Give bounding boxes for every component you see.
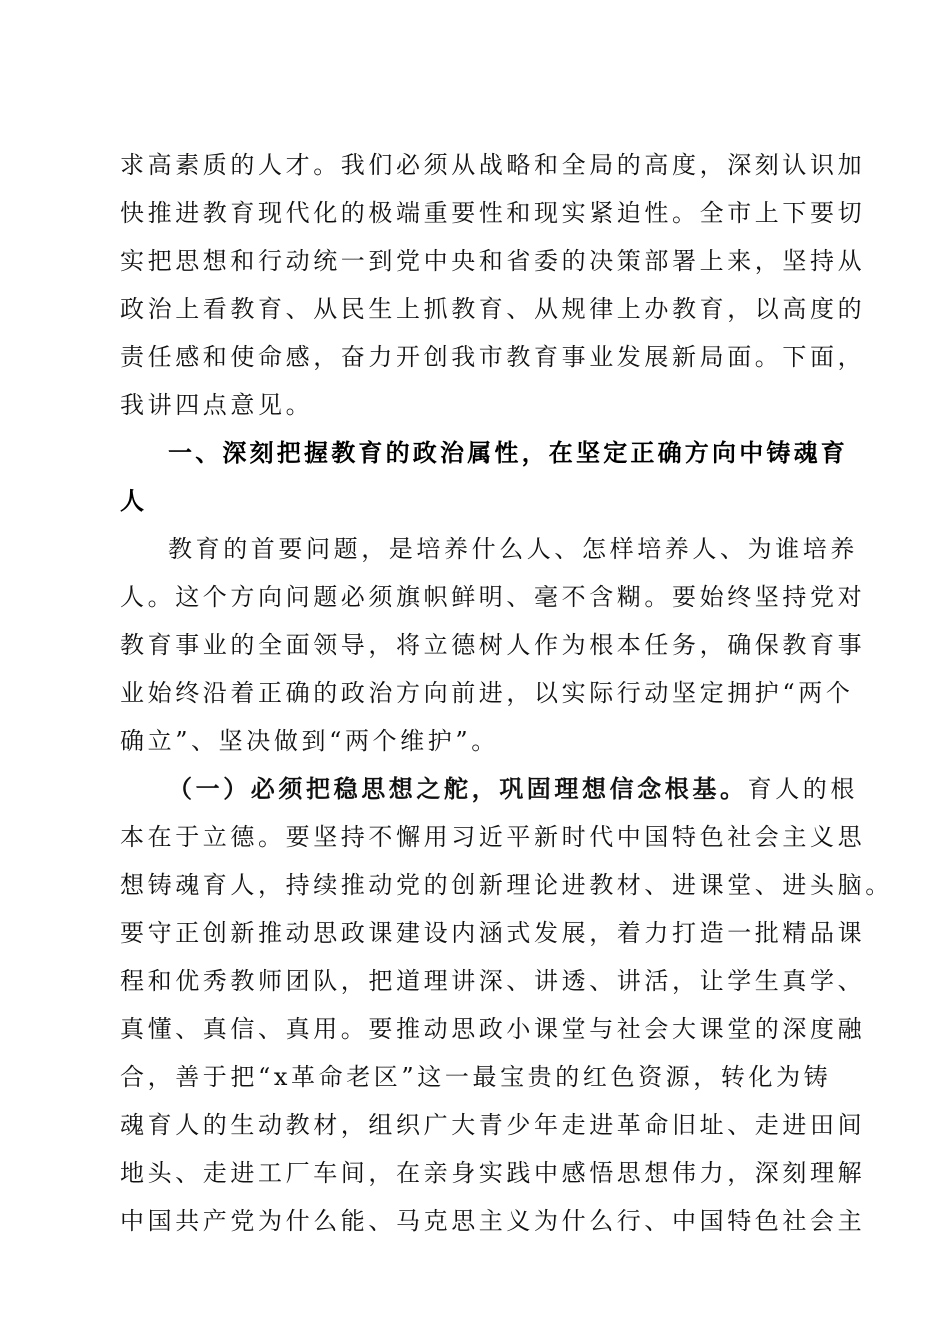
intro-line: 实把思想和行动统一到党中央和省委的决策部署上来，坚持从 [120, 247, 866, 275]
subsection-line: 魂育人的生动教材，组织广大青少年走进革命旧址、走进田间 [120, 1111, 866, 1139]
intro-line: 求高素质的人才。我们必须从战略和全局的高度，深刻认识加 [120, 151, 866, 179]
paragraph-line: 确立”、坚决做到“两个维护”。 [120, 727, 499, 755]
intro-line: 我讲四点意见。 [120, 391, 314, 419]
subsection-line: 程和优秀教师团队，把道理讲深、讲透、讲活，让学生真学、 [120, 967, 866, 995]
intro-line: 责任感和使命感，奋力开创我市教育事业发展新局面。下面， [120, 343, 866, 371]
subsection-line: 要守正创新推动思政课建设内涵式发展，着力打造一批精品课 [120, 919, 866, 947]
subsection-line: 中国共产党为什么能、马克思主义为什么行、中国特色社会主 [120, 1207, 866, 1235]
subsection-first-line-rest: 育人的根 [747, 775, 859, 803]
intro-line: 快推进教育现代化的极端重要性和现实紧迫性。全市上下要切 [120, 199, 866, 227]
paragraph-line: 业始终沿着正确的政治方向前进，以实际行动坚定拥护“两个 [120, 679, 854, 707]
subsection-line: 合，善于把“x革命老区”这一最宝贵的红色资源，转化为铸 [120, 1063, 832, 1091]
subsection-lead: （一）必须把稳思想之舵，巩固理想信念根基。 [168, 774, 748, 803]
subsection-first-line [120, 765, 859, 813]
subsection-line: 想铸魂育人，持续推动党的创新理论进教材、进课堂、进头脑。 [120, 871, 893, 899]
subsection-line: 真懂、真信、真用。要推动思政小课堂与社会大课堂的深度融 [120, 1015, 866, 1043]
section-heading-continued: 人 [120, 487, 148, 515]
subsection-line: 地头、走进工厂车间，在亲身实践中感悟思想伟力，深刻理解 [120, 1159, 866, 1187]
paragraph-line: 教育的首要问题，是培养什么人、怎样培养人、为谁培养 [168, 535, 858, 563]
subsection-line: 本在于立德。要坚持不懈用习近平新时代中国特色社会主义思 [120, 823, 866, 851]
paragraph-line: 教育事业的全面领导，将立德树人作为根本任务，确保教育事 [120, 631, 866, 659]
intro-line: 政治上看教育、从民生上抓教育、从规律上办教育，以高度的 [120, 295, 866, 323]
document-body [120, 141, 893, 1245]
section-heading: 一、深刻把握教育的政治属性，在坚定正确方向中铸魂育 [168, 439, 848, 467]
paragraph-line: 人。这个方向问题必须旗帜鲜明、毫不含糊。要始终坚持党对 [120, 583, 866, 611]
